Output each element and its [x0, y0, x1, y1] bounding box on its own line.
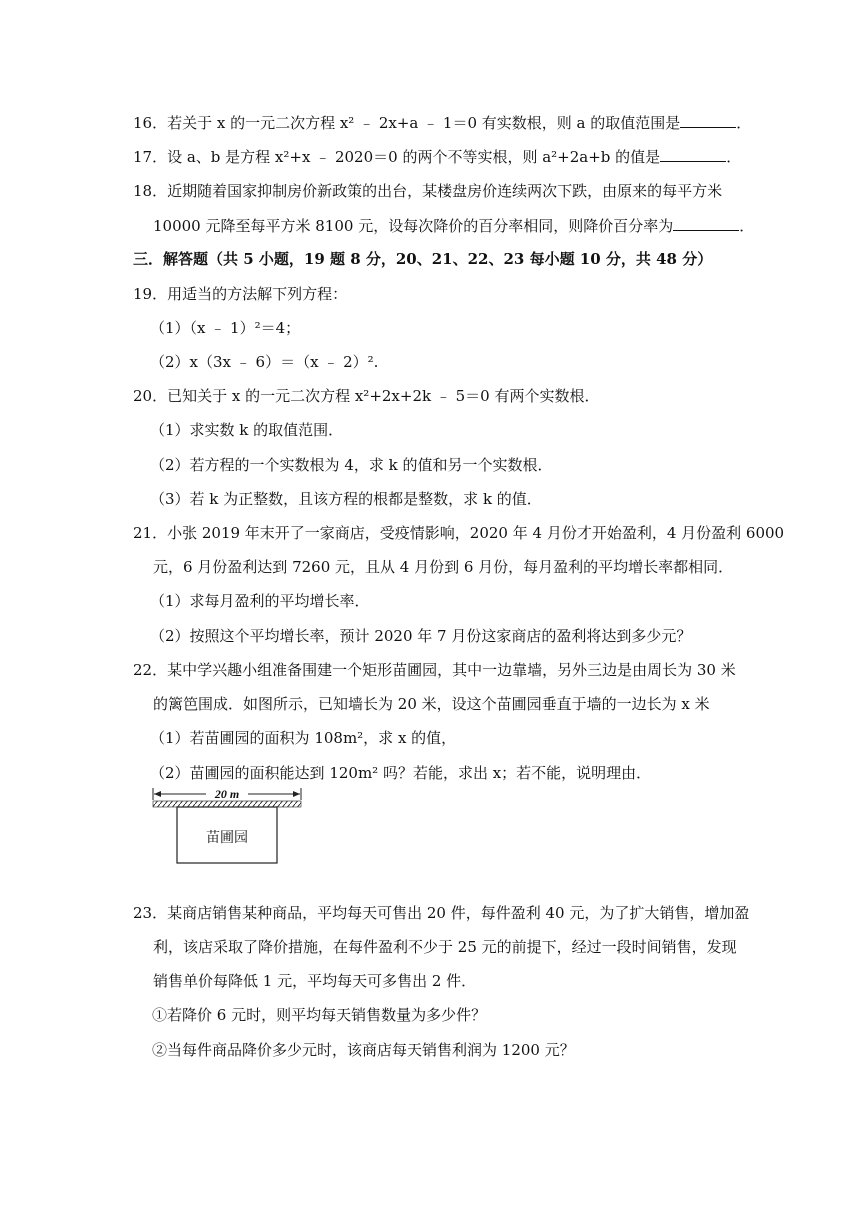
- question-20-part-2: （2）若方程的一个实数根为 4，求 k 的值和另一个实数根．: [150, 456, 553, 474]
- question-19-part-1: （1）（x ﹣ 1）²＝4；: [150, 319, 301, 337]
- question-19: 19．用适当的方法解下列方程：: [133, 285, 348, 303]
- dimension-arrow-left: [154, 791, 161, 797]
- question-22-part-1: （1）若苗圃园的面积为 108m²，求 x 的值，: [150, 729, 457, 747]
- question-16: [133, 112, 751, 133]
- question-23-part-2-text: 当每件商品降价多少元时，该商店每天销售利润为 1200 元？: [167, 1041, 575, 1059]
- answer-blank-16[interactable]: [680, 112, 736, 128]
- question-22-line-2: 的篱笆围成．如图所示，已知墙长为 20 米，设这个苗圃园垂直于墙的一边长为 x 米: [153, 695, 710, 713]
- question-21-line-1: 21．小张 2019 年末开了一家商店，受疫情影响，2020 年 4 月份才开始盈利，4 月份盈利 6000: [133, 524, 785, 542]
- section-3-heading: 三．解答题（共 5 小题，19 题 8 分，20、21、22、23 每小题 10 分，共 48 分）: [133, 250, 713, 268]
- question-23-part-2: [152, 1040, 575, 1060]
- answer-blank-18[interactable]: [673, 215, 739, 231]
- garden-diagram-svg: [150, 786, 306, 866]
- question-16-end: ．: [736, 114, 752, 132]
- wall: [153, 801, 301, 807]
- question-22-part-2: （2）苗圃园的面积能达到 120m² 吗？若能，求出 x；若不能，说明理由．: [150, 764, 652, 782]
- question-17: [133, 146, 741, 167]
- question-21-part-2: （2）按照这个平均增长率，预计 2020 年 7 月份这家商店的盈利将达到多少元？: [150, 627, 692, 645]
- question-23-line-3: 销售单价每降低 1 元，平均每天可多售出 2 件．: [153, 972, 477, 990]
- question-22-line-1: 22．某中学兴趣小组准备围建一个矩形苗圃园，其中一边靠墙，另外三边是由周长为 30 米: [133, 661, 736, 679]
- question-21-part-1: （1）求每月盈利的平均增长率．: [150, 592, 370, 610]
- question-18-line-2: [153, 215, 754, 236]
- question-23-line-2: 利，该店采取了降价措施，在每件盈利不少于 25 元的前提下，经过一段时间销售，发现: [153, 938, 737, 956]
- question-18-line-1: 18．近期随着国家抑制房价新政策的出台，某楼盘房价连续两次下跌，由原来的每平方米: [133, 182, 723, 200]
- circled-number-1: ①: [152, 1006, 168, 1024]
- question-17-end: ．: [726, 148, 742, 166]
- question-20: 20．已知关于 x 的一元二次方程 x²+2x+2k ﹣ 5＝0 有两个实数根．: [133, 387, 600, 405]
- garden-label: 苗圃园: [206, 830, 248, 846]
- answer-blank-17[interactable]: [660, 146, 726, 162]
- question-18-text: 10000 元降至每平方米 8100 元，设每次降价的百分率相同，则降价百分率为: [153, 217, 674, 235]
- question-23-line-1: 23．某商店销售某种商品，平均每天可售出 20 件，每件盈利 40 元，为了扩大销售，增加盈: [133, 904, 750, 922]
- question-23-part-1-text: 若降价 6 元时，则平均每天销售数量为多少件？: [167, 1006, 487, 1024]
- dimension-arrow-right: [293, 791, 300, 797]
- wall-length-label: 20 m: [214, 787, 240, 801]
- question-17-text: 17．设 a、b 是方程 x²+x ﹣ 2020＝0 的两个不等实根，则 a²+2a+b 的值是: [133, 148, 661, 166]
- question-20-part-1: （1）求实数 k 的取值范围．: [150, 421, 344, 439]
- question-18-end: ．: [739, 217, 755, 235]
- question-16-text: 16．若关于 x 的一元二次方程 x² ﹣ 2x+a ﹣ 1＝0 有实数根，则 a 的取值范围是: [133, 114, 681, 132]
- question-19-part-2: （2）x（3x ﹣ 6）＝（x ﹣ 2）².: [150, 353, 379, 371]
- question-21-line-2: 元，6 月份盈利达到 7260 元，且从 4 月份到 6 月份，每月盈利的平均增长率都相同．: [153, 558, 734, 576]
- circled-number-2: ②: [152, 1041, 168, 1059]
- garden-diagram: [150, 786, 306, 866]
- question-20-part-3: （3）若 k 为正整数，且该方程的根都是整数，求 k 的值．: [150, 490, 542, 508]
- question-23-part-1: [152, 1005, 486, 1025]
